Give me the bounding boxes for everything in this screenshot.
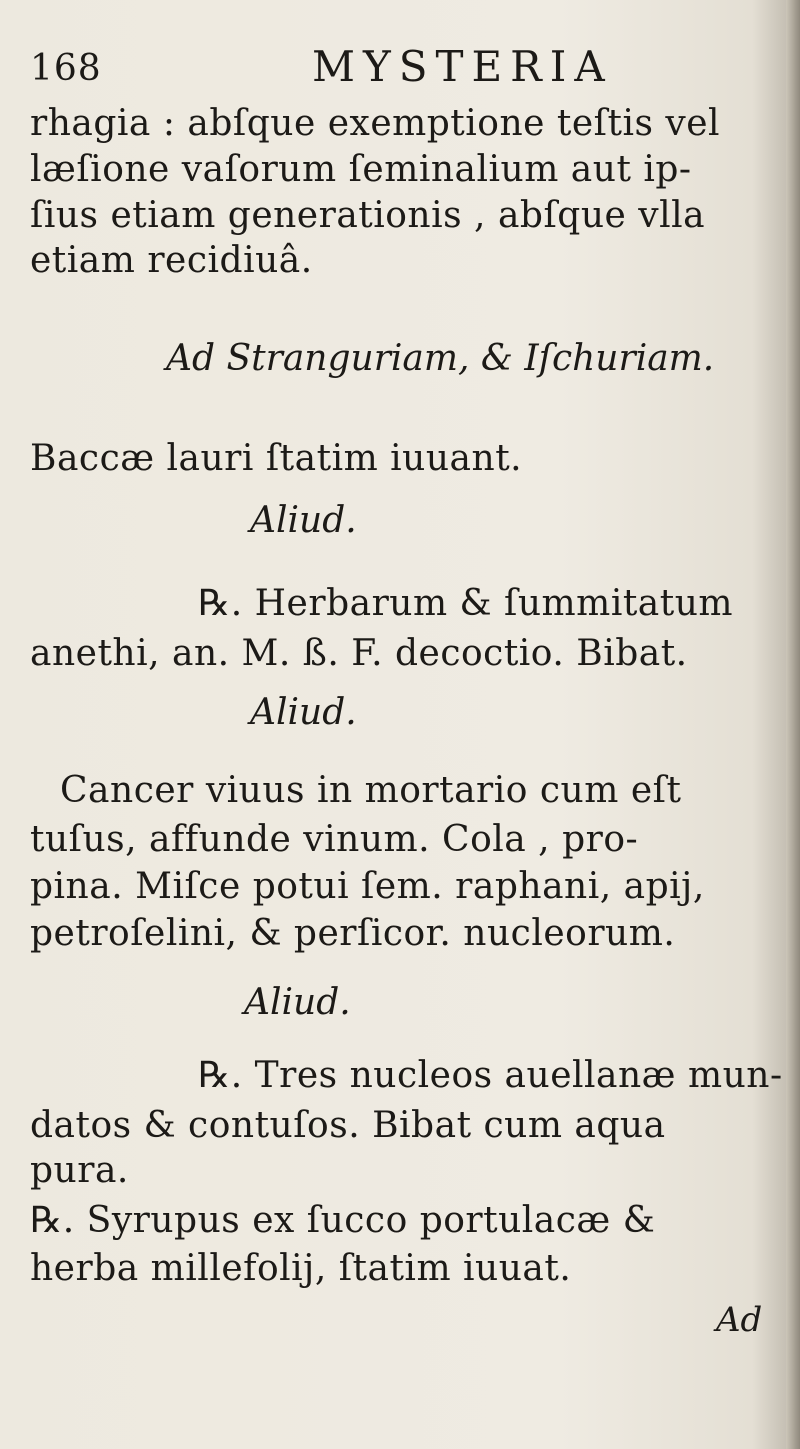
section-heading: Ad Stranguriam, & Iſchuriam. [166,338,715,379]
text-line: Cancer viuus in mortario cum eſt [60,770,682,811]
text-line: ℞. Syrupus ex ſucco portulacæ & [30,1200,656,1241]
recipe-heading: Aliud. [244,982,351,1023]
text-line: datos & contuſos. Bibat cum aqua [30,1105,666,1146]
text-line: etiam recidiuâ. [30,240,313,281]
text-line: ℞. Herbarum & ſummitatum [198,583,734,624]
text-line: læſione vaſorum ſeminalium aut ip- [30,149,692,190]
text-line: tuſus, affunde vinum. Cola , pro- [30,819,639,860]
text-line: anethi, an. M. ß. F. decoctio. Bibat. [30,633,688,674]
recipe-heading: Aliud. [250,500,357,541]
running-head: MYSTERIA [312,42,613,91]
text-line: herba millefolij, ſtatim iuuat. [30,1248,572,1289]
text-line: pura. [30,1150,129,1191]
text-line: Baccæ lauri ſtatim iuuant. [30,438,523,479]
text-line: ℞. Tres nucleos auellanæ mun- [198,1055,783,1096]
text-line: rhagia : abſque exemptione teſtis vel [30,103,721,144]
recipe-heading: Aliud. [250,692,357,733]
text-line: pina. Miſce potui ſem. raphani, apij, [30,866,705,907]
catchword: Ad [716,1300,763,1340]
text-line: petroſelini, & perſicor. nucleorum. [30,913,676,954]
text-line: ſius etiam generationis , abſque vlla [30,195,706,236]
page-edge-shadow [786,0,800,1449]
page-number: 168 [30,48,102,89]
